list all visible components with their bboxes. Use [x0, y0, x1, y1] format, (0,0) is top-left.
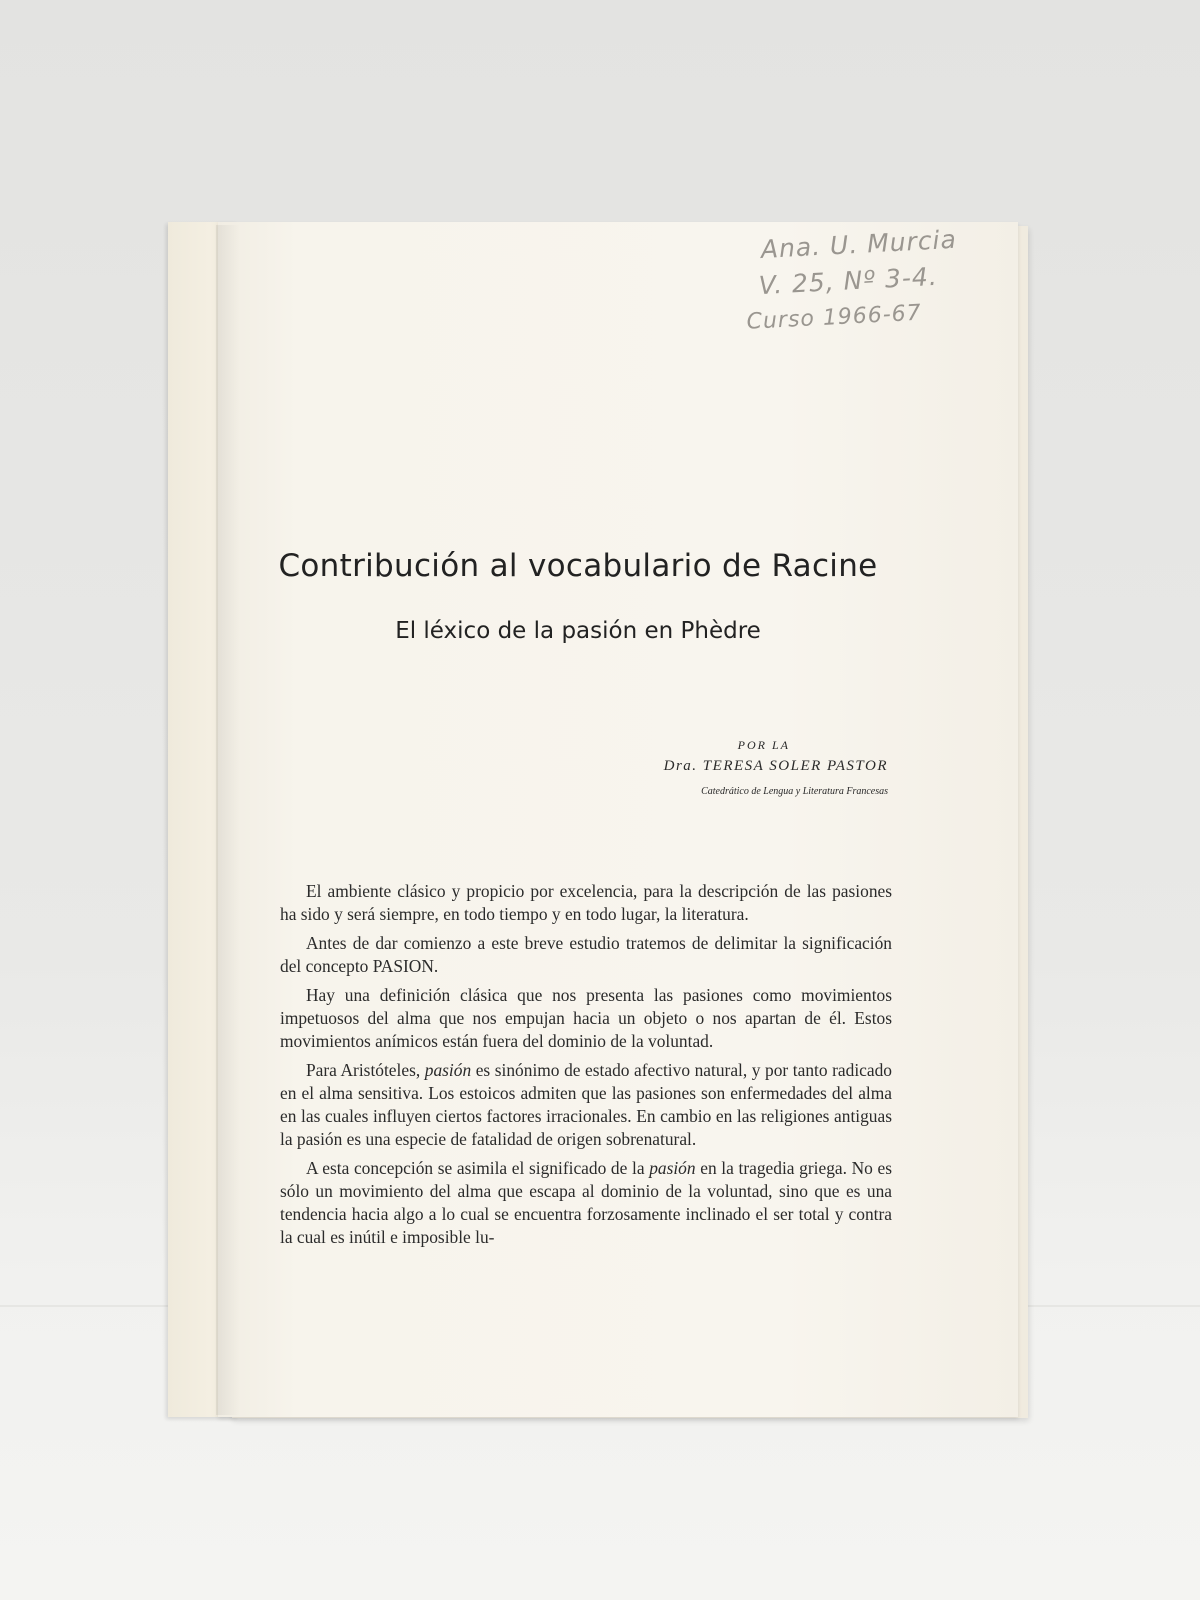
- emphasis-text: pasión: [424, 1060, 472, 1080]
- paragraph-text: Antes de dar comienzo a este breve estudio tratemos de delimitar la significación del concepto PASION.: [280, 933, 892, 976]
- paragraph-text: El ambiente clásico y propicio por excelencia, para la descripción de las pasiones ha sido y será siempre, en todo tiempo y en todo lugar, la literatura.: [280, 881, 892, 924]
- article-title: Contribución al vocabulario de Racine: [278, 548, 878, 584]
- handwritten-note-line: V. 25, Nº 3-4.: [758, 261, 939, 301]
- byline-por: POR LA: [737, 738, 790, 752]
- paragraph-text: en la tragedia griega. No es sólo un movimiento del alma que escapa al dominio de la voluntad, sino que es una tendencia hacia algo a lo cual se encuentra forzosamente inclinado el ser total y contra la cual es inútil e imposible lu-: [280, 1158, 892, 1247]
- paragraph: [280, 1157, 892, 1249]
- paragraph: [280, 932, 892, 978]
- byline-author: Dra. TERESA SOLER PASTOR: [663, 758, 888, 774]
- handwritten-note-line: Curso 1966-67: [746, 300, 923, 335]
- fold-shadow: [216, 225, 240, 1415]
- article-subtitle: El léxico de la pasión en Phèdre: [395, 618, 761, 644]
- paragraph-text: A esta concepción se asimila el significado de la: [306, 1158, 650, 1178]
- paragraph: [280, 984, 892, 1053]
- paragraph: [280, 1059, 892, 1151]
- paragraph-text: es sinónimo de estado afectivo natural, y por tanto radicado en el alma sensitiva. Los estoicos admiten que las pasiones son enfermedades del alma en las cuales influyen ciertos factores irracionales. En cambio en las religiones antiguas la pasión es una especie de fatalidad de origen sobrenatural.: [280, 1060, 892, 1149]
- paragraph-text: Hay una definición clásica que nos presenta las pasiones como movimientos impetuosos del alma que nos empujan hacia un objeto o nos apartan de él. Estos movimientos anímicos están fuera del dominio de la voluntad.: [280, 985, 892, 1051]
- byline-affiliation: Catedrático de Lengua y Literatura Francesas: [701, 786, 888, 797]
- handwritten-note-line: Ana. U. Murcia: [760, 224, 958, 264]
- handwritten-note: [746, 219, 1005, 339]
- paragraph-text: Para Aristóteles,: [306, 1060, 425, 1080]
- emphasis-text: pasión: [649, 1158, 696, 1178]
- article-body: [280, 880, 892, 1255]
- paragraph: [280, 880, 892, 926]
